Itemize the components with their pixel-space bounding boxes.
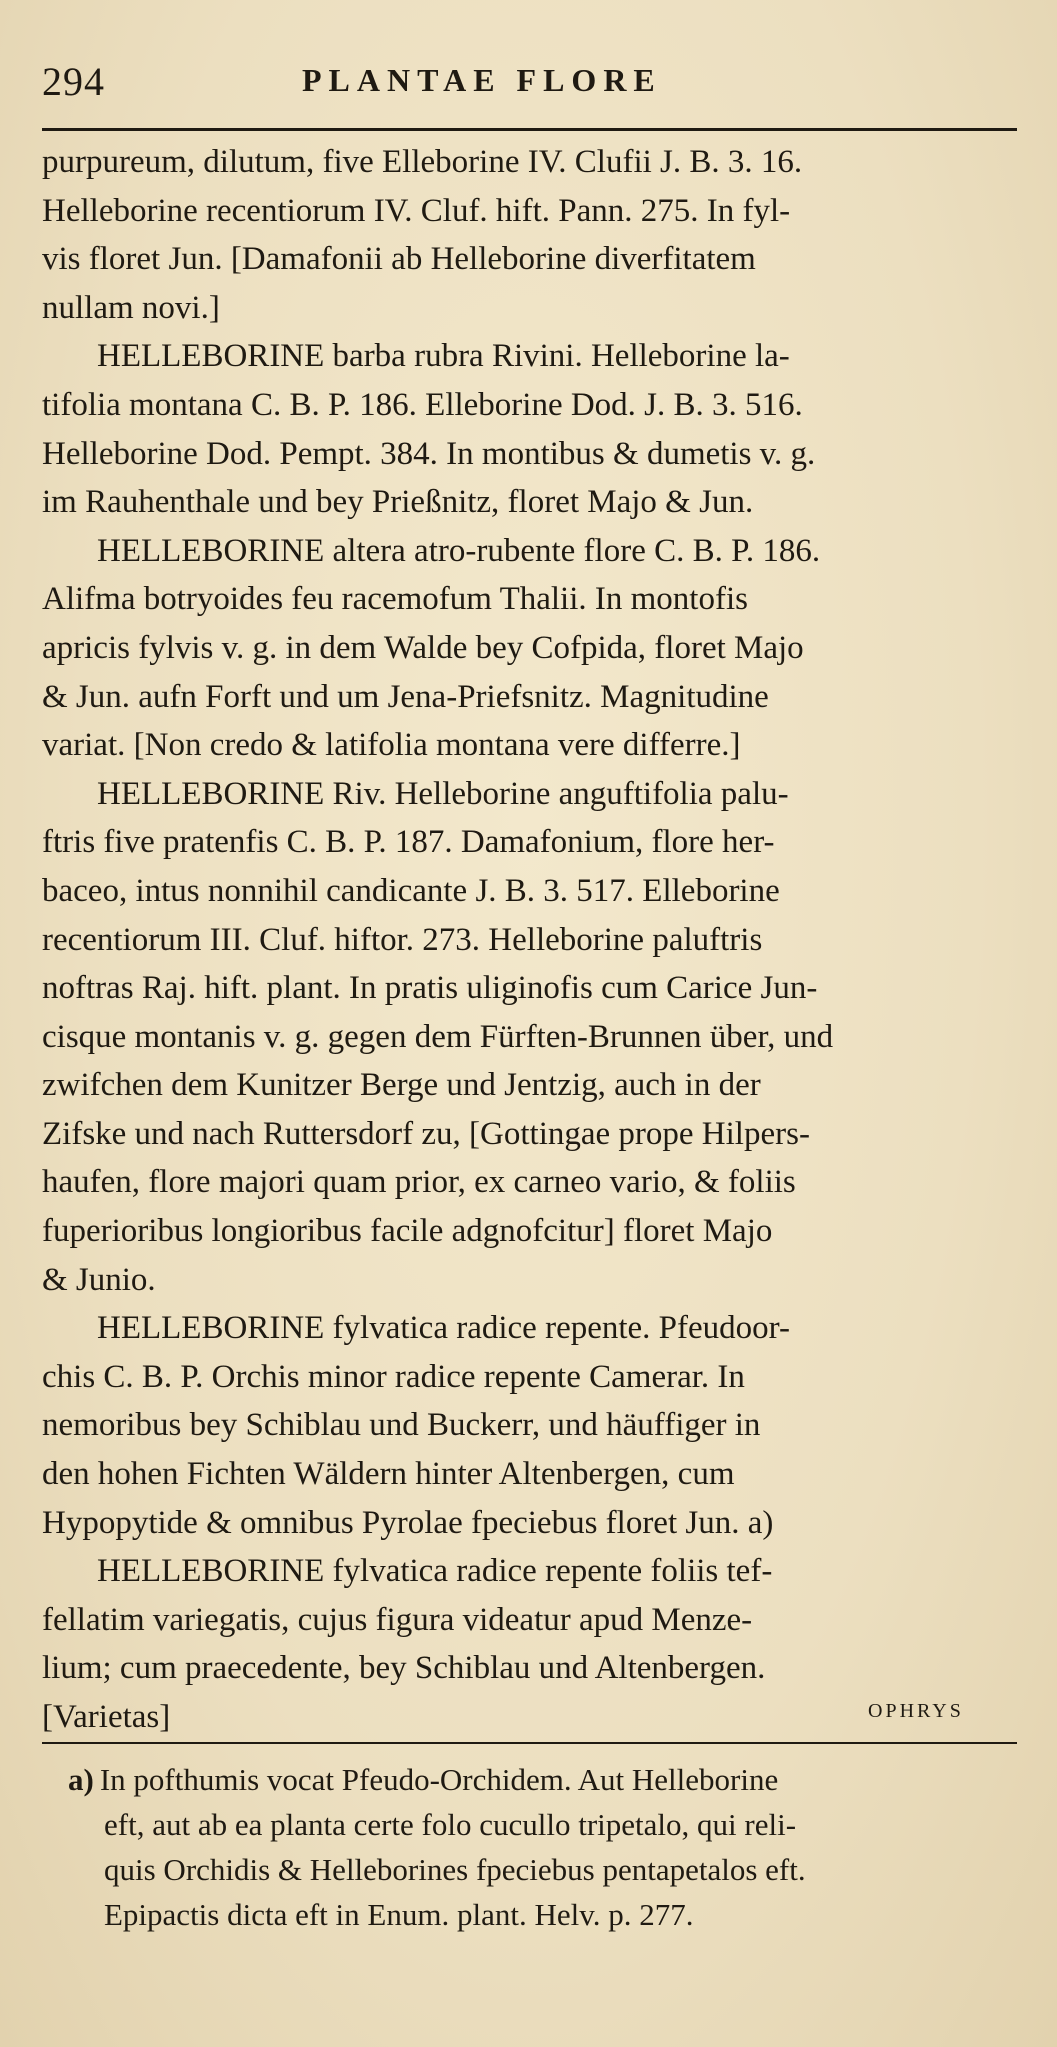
text-line: purpureum, dilutum, five Elleborine IV. Clufii J. B. 3. 16. <box>42 144 803 180</box>
text-line: baceo, intus nonnihil candicante J. B. 3. 517. Elleborine <box>42 872 780 909</box>
text-line: nullam novi.] <box>42 289 220 326</box>
text-line: nemoribus bey Schiblau und Buckerr, und häuffiger in <box>42 1407 761 1444</box>
footnote-mark: a) <box>68 1762 94 1797</box>
footnote-rule <box>42 1742 1017 1744</box>
text-line: Helleborine Dod. Pempt. 384. In montibus & dumetis v. g. <box>42 435 816 472</box>
page-number: 294 <box>42 59 105 104</box>
page-header <box>42 58 1022 108</box>
footnote-line: Epipactis dicta eft in Enum. plant. Helv. p. 277. <box>104 1897 694 1932</box>
text-line: ftris five pratenfis C. B. P. 187. Damafonium, flore her- <box>42 824 775 861</box>
footnote-line: eft, aut ab ea planta certe folo cucullo tripetalo, qui reli- <box>104 1807 797 1842</box>
text-line: HELLEBORINE altera atro-rubente flore C. B. P. 186. <box>97 532 821 569</box>
text-line: & Jun. aufn Forft und um Jena-Priefsnitz. Magnitudine <box>42 678 769 715</box>
text-line: lium; cum praecedente, bey Schiblau und Altenbergen. <box>42 1650 766 1687</box>
text-line: tifolia montana C. B. P. 186. Elleborine Dod. J. B. 3. 516. <box>42 386 803 423</box>
text-line: Helleborine recentiorum IV. Cluf. hift. Pann. 275. In fyl- <box>42 192 791 229</box>
text-line: HELLEBORINE fylvatica radice repente foliis tef- <box>97 1553 773 1590</box>
text-line: Alifma botryoides feu racemofum Thalii. In montofis <box>42 581 748 618</box>
text-line: cisque montanis v. g. gegen dem Fürften-Brunnen über, und <box>42 1018 834 1055</box>
text-line: HELLEBORINE barba rubra Rivini. Helleborine la- <box>97 338 790 375</box>
text-line: variat. [Non credo & latifolia montana vere differre.] <box>42 727 741 764</box>
text-line: zwifchen dem Kunitzer Berge und Jentzig, auch in der <box>42 1067 761 1104</box>
footnote <box>68 1757 1023 1937</box>
main-text <box>42 138 1027 1742</box>
text-line: vis floret Jun. [Damafonii ab Helleborine diverfitatem <box>42 241 756 278</box>
footnote-text: In pofthumis vocat Pfeudo-Orchidem. Aut Helleborine <box>99 1762 779 1797</box>
header-rule <box>42 128 1017 131</box>
text-line: noftras Raj. hift. plant. In pratis uliginofis cum Carice Jun- <box>42 970 818 1007</box>
text-line: apricis fylvis v. g. in dem Walde bey Cofpida, floret Majo <box>42 629 804 666</box>
text-line: HELLEBORINE fylvatica radice repente. Pfeudoor- <box>97 1310 790 1347</box>
text-line: im Rauhenthale und bey Prießnitz, floret Majo & Jun. <box>42 484 754 521</box>
text-line: fellatim variegatis, cujus figura videatur apud Menze- <box>42 1601 753 1638</box>
text-line: [Varietas] <box>42 1699 171 1735</box>
text-line: haufen, flore majori quam prior, ex carneo vario, & foliis <box>42 1164 796 1201</box>
text-line: chis C. B. P. Orchis minor radice repente Camerar. In <box>42 1358 745 1395</box>
running-head: PLANTAE FLORE <box>302 62 662 98</box>
footnote-line <box>68 1757 1023 1802</box>
catchword: OPHRYS <box>868 1700 964 1722</box>
text-line: HELLEBORINE Riv. Helleborine anguftifolia palu- <box>97 775 789 812</box>
text-line: Zifske und nach Ruttersdorf zu, [Gottingae prope Hilpers- <box>42 1115 810 1152</box>
text-line: & Junio. <box>42 1261 156 1298</box>
text-line: fuperioribus longioribus facile adgnofcitur] floret Majo <box>42 1213 773 1250</box>
text-line: Hypopytide & omnibus Pyrolae fpeciebus floret Jun. a) <box>42 1504 774 1541</box>
footnote-line: quis Orchidis & Helleborines fpeciebus pentapetalos eft. <box>104 1852 806 1887</box>
text-line: recentiorum III. Cluf. hiftor. 273. Helleborine paluftris <box>42 921 763 958</box>
text-line: den hohen Fichten Wäldern hinter Altenbergen, cum <box>42 1456 735 1493</box>
